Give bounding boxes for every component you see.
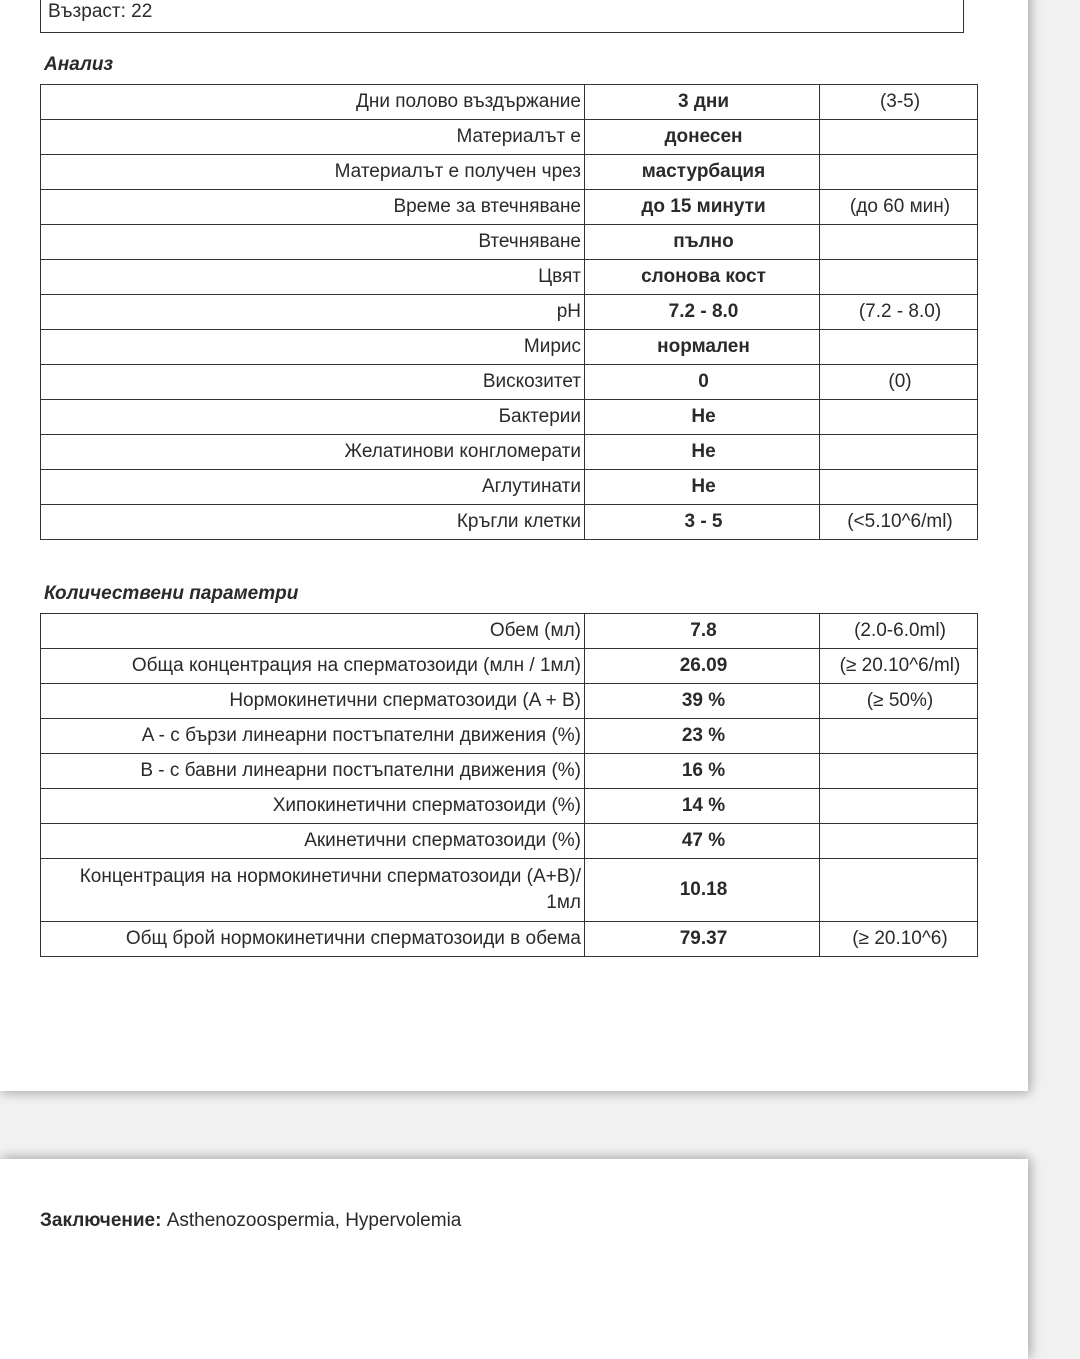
row-reference — [820, 260, 978, 295]
row-reference: (2.0-6.0ml) — [820, 614, 978, 649]
row-label: Желатинови конгломерати — [41, 435, 585, 470]
row-reference: (≥ 50%) — [820, 684, 978, 719]
table-row — [41, 85, 978, 120]
row-label: pH — [41, 295, 585, 330]
row-value: 7.8 — [585, 614, 820, 649]
row-label: Акинетични сперматозоиди (%) — [41, 824, 585, 859]
row-label: Бактерии — [41, 400, 585, 435]
row-value: нормален — [585, 330, 820, 365]
conclusion — [40, 1210, 461, 1232]
row-reference: (≥ 20.10^6/ml) — [820, 649, 978, 684]
row-reference: (<5.10^6/ml) — [820, 505, 978, 540]
table-row — [41, 719, 978, 754]
row-value: 47 % — [585, 824, 820, 859]
row-value: донесен — [585, 120, 820, 155]
row-label: Нормокинетични сперматозоиди (A + B) — [41, 684, 585, 719]
row-label: Обем (мл) — [41, 614, 585, 649]
row-reference: (≥ 20.10^6) — [820, 922, 978, 957]
table-row — [41, 824, 978, 859]
row-label: Време за втечняване — [41, 190, 585, 225]
table-row — [41, 789, 978, 824]
row-reference: (7.2 - 8.0) — [820, 295, 978, 330]
row-reference — [820, 859, 978, 922]
row-value: 16 % — [585, 754, 820, 789]
table-row — [41, 365, 978, 400]
conclusion-label: Заключение: — [40, 1210, 162, 1231]
row-value: мастурбация — [585, 155, 820, 190]
table-row — [41, 684, 978, 719]
row-value: 3 - 5 — [585, 505, 820, 540]
row-value: пълно — [585, 225, 820, 260]
row-value: 39 % — [585, 684, 820, 719]
row-value: 26.09 — [585, 649, 820, 684]
row-value: до 15 минути — [585, 190, 820, 225]
row-reference — [820, 719, 978, 754]
row-reference — [820, 789, 978, 824]
table-row — [41, 190, 978, 225]
row-value: 3 дни — [585, 85, 820, 120]
row-reference: (до 60 мин) — [820, 190, 978, 225]
row-value: 10.18 — [585, 859, 820, 922]
row-value: Не — [585, 470, 820, 505]
table-row — [41, 295, 978, 330]
row-value: 79.37 — [585, 922, 820, 957]
row-label: Кръгли клетки — [41, 505, 585, 540]
row-reference — [820, 400, 978, 435]
row-value: 7.2 - 8.0 — [585, 295, 820, 330]
table-row — [41, 922, 978, 957]
table-row — [41, 505, 978, 540]
row-label: B - с бавни линеарни постъпателни движения (%) — [41, 754, 585, 789]
row-value: слонова кост — [585, 260, 820, 295]
row-label: A - с бързи линеарни постъпателни движения (%) — [41, 719, 585, 754]
table-row — [41, 225, 978, 260]
row-value: 14 % — [585, 789, 820, 824]
row-label: Аглутинати — [41, 470, 585, 505]
row-reference — [820, 435, 978, 470]
table-row — [41, 260, 978, 295]
row-value: 0 — [585, 365, 820, 400]
row-label: Обща концентрация на сперматозоиди (млн / 1мл) — [41, 649, 585, 684]
row-reference: (0) — [820, 365, 978, 400]
row-reference — [820, 330, 978, 365]
quantitative-section-title: Количествени параметри — [44, 583, 299, 604]
row-reference — [820, 225, 978, 260]
analysis-section-title: Анализ — [44, 54, 114, 75]
table-row — [41, 649, 978, 684]
patient-age: Възраст: 22 — [48, 1, 153, 22]
quantitative-table — [40, 613, 978, 957]
table-row — [41, 120, 978, 155]
report-page-2 — [0, 1159, 1028, 1359]
row-label: Мирис — [41, 330, 585, 365]
row-reference — [820, 120, 978, 155]
table-row — [41, 859, 978, 922]
row-label: Концентрация на нормокинетични сперматозоиди (A+B)/ 1мл — [41, 859, 585, 922]
row-label: Материалът е — [41, 120, 585, 155]
table-row — [41, 470, 978, 505]
row-reference — [820, 470, 978, 505]
table-row — [41, 155, 978, 190]
patient-info-box — [40, 0, 964, 33]
row-label: Общ брой нормокинетични сперматозоиди в обема — [41, 922, 585, 957]
row-value: Не — [585, 435, 820, 470]
row-label: Втечняване — [41, 225, 585, 260]
table-row — [41, 435, 978, 470]
analysis-table — [40, 84, 978, 540]
table-row — [41, 330, 978, 365]
row-label: Цвят — [41, 260, 585, 295]
conclusion-text: Asthenozoospermia, Hypervolemia — [161, 1210, 462, 1231]
row-reference: (3-5) — [820, 85, 978, 120]
row-reference — [820, 754, 978, 789]
row-label: Вискозитет — [41, 365, 585, 400]
row-value: Не — [585, 400, 820, 435]
table-row — [41, 400, 978, 435]
row-value: 23 % — [585, 719, 820, 754]
table-row — [41, 614, 978, 649]
row-reference — [820, 155, 978, 190]
row-label: Хипокинетични сперматозоиди (%) — [41, 789, 585, 824]
row-reference — [820, 824, 978, 859]
row-label: Дни полово въздържание — [41, 85, 585, 120]
row-label: Материалът е получен чрез — [41, 155, 585, 190]
table-row — [41, 754, 978, 789]
